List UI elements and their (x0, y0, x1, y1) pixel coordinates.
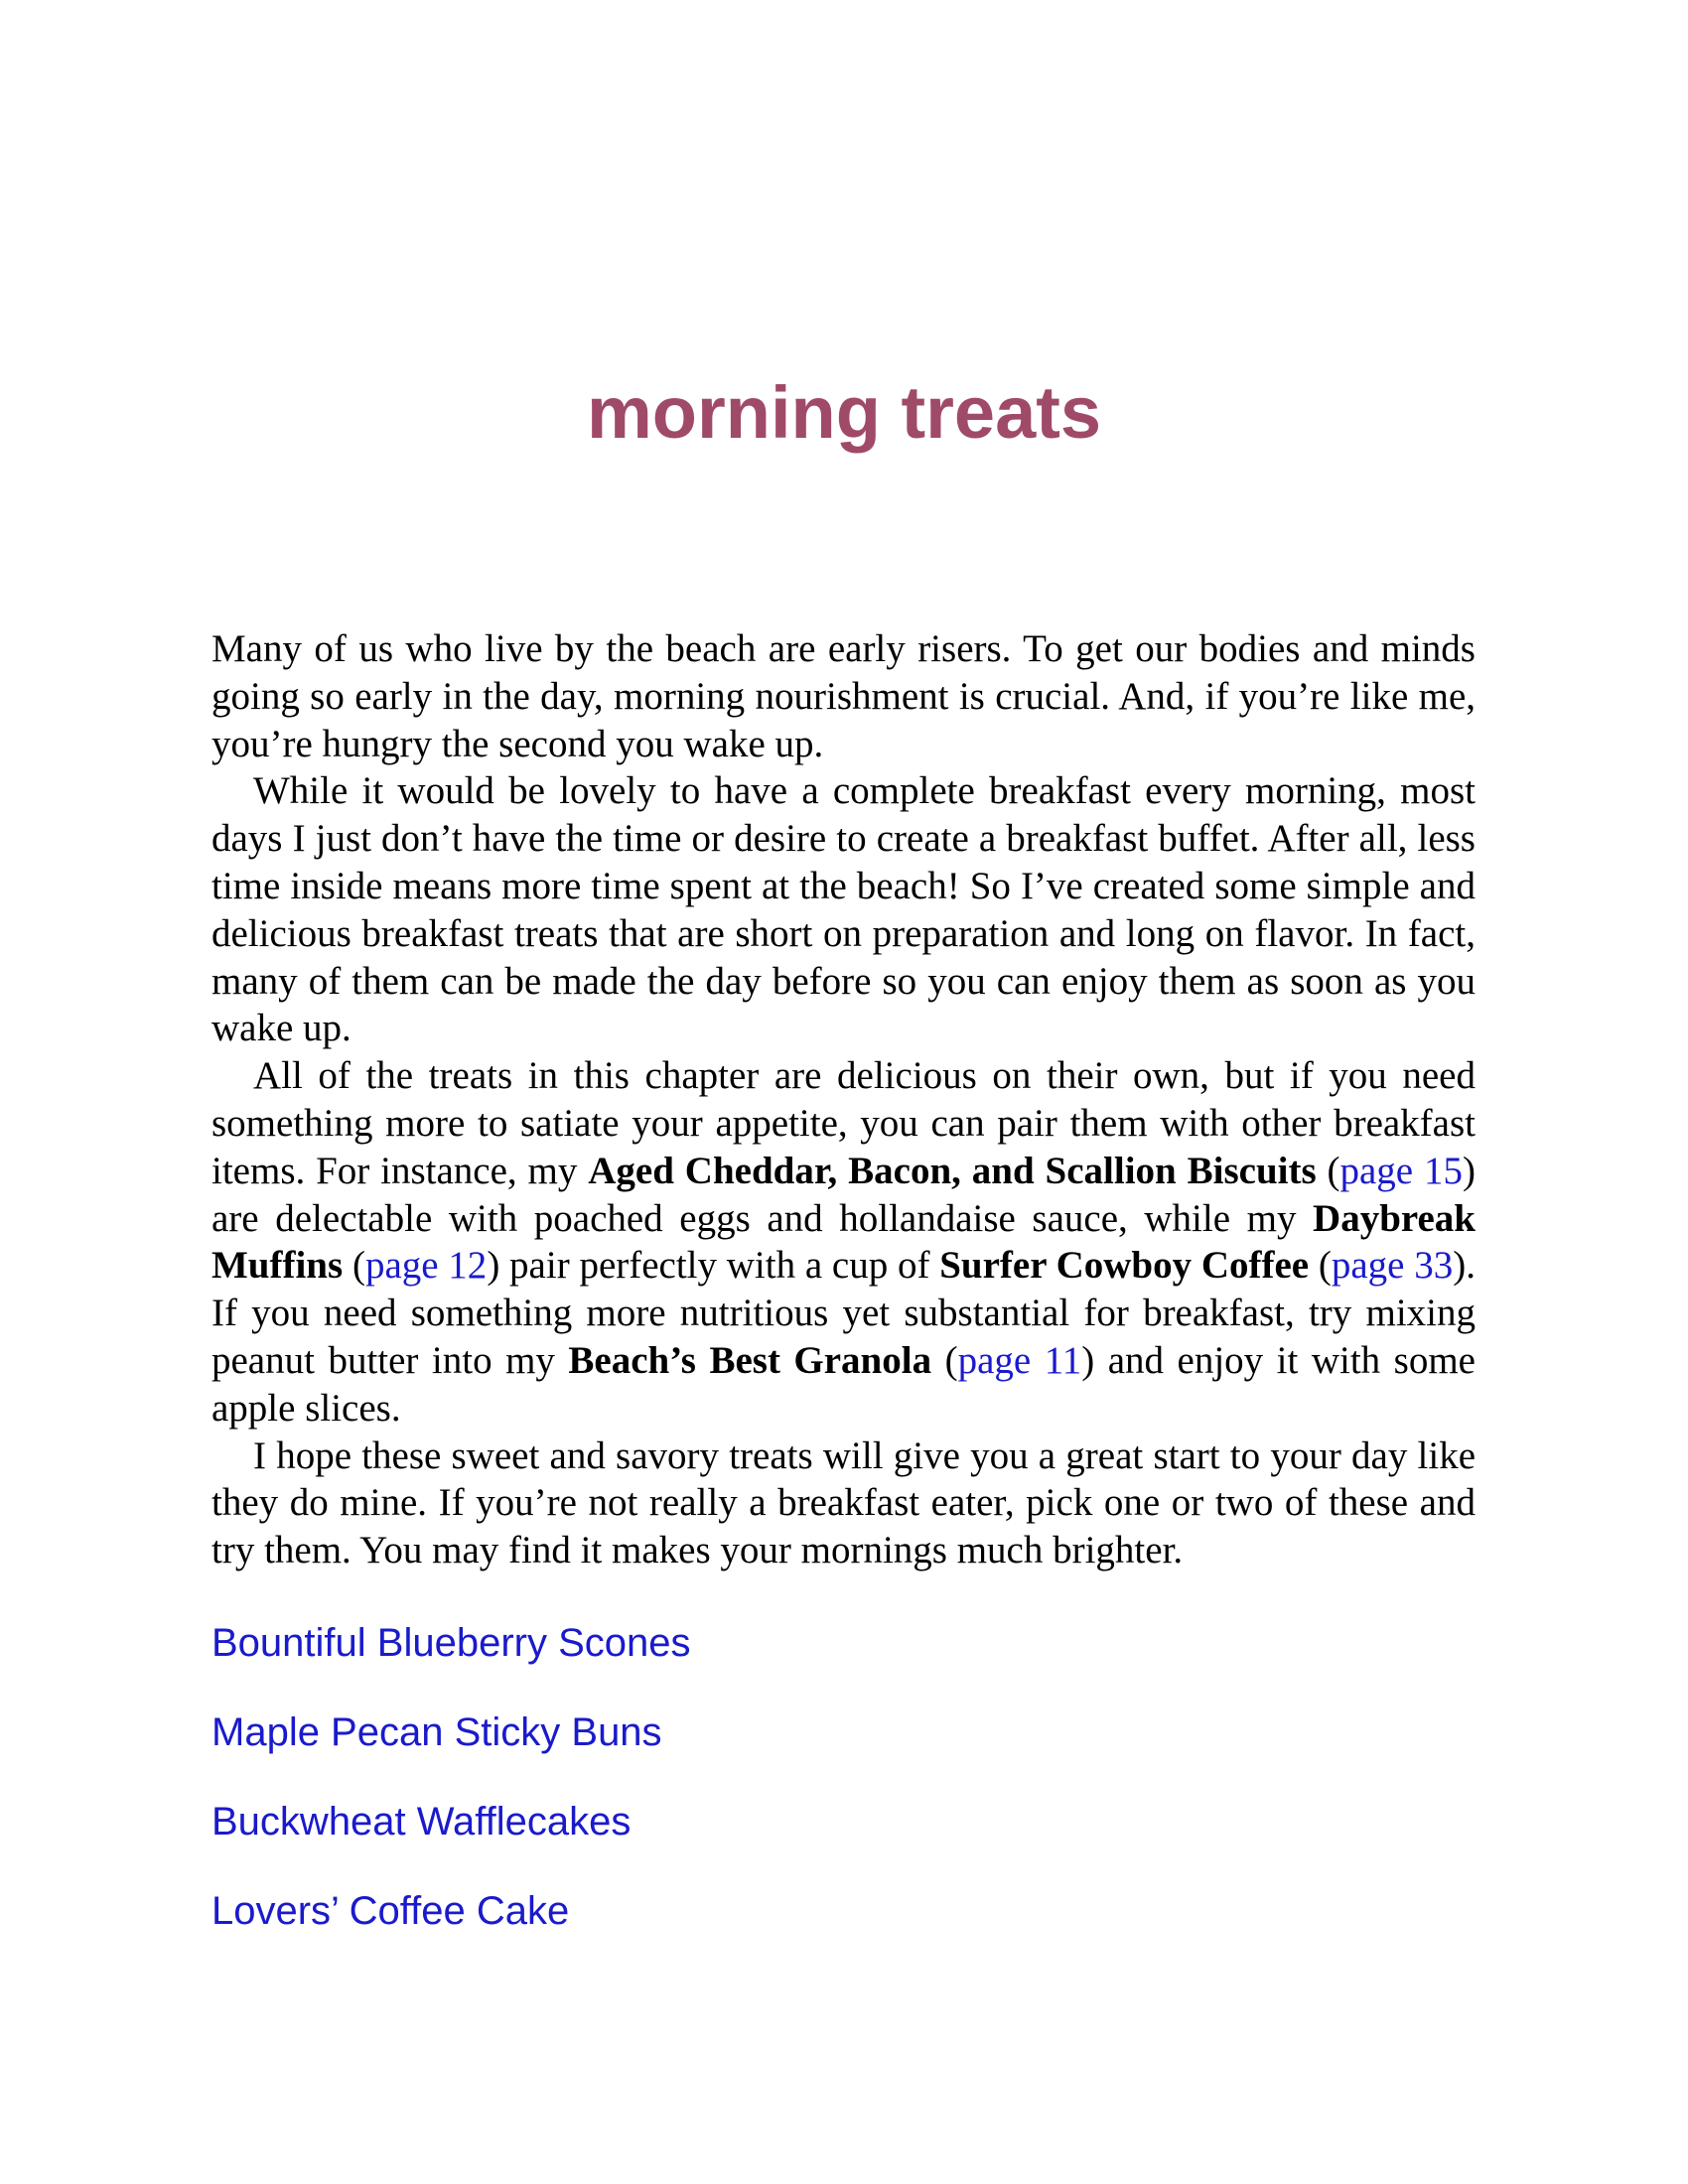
recipe-name-coffee: Surfer Cowboy Coffee (939, 1244, 1310, 1288)
list-item (211, 1881, 1204, 1941)
recipe-name-muffins: Daybreak Muffins (211, 1196, 1476, 1288)
text-run: ( (1316, 1149, 1340, 1192)
recipe-link-list (211, 1613, 1204, 1971)
intro-paragraph-3 (211, 1052, 1476, 1432)
recipe-link-wafflecakes[interactable]: Buckwheat Wafflecakes (211, 1800, 632, 1843)
text-run: ) are delectable with poached eggs and hollandaise sauce, while my (211, 1149, 1476, 1240)
page-link-biscuits[interactable]: page 15 (1339, 1149, 1463, 1192)
recipe-name-granola: Beach’s Best Granola (568, 1338, 932, 1382)
recipe-link-blueberry-scones[interactable]: Bountiful Blueberry Scones (211, 1621, 691, 1665)
list-item (211, 1792, 1204, 1851)
text-run: All of the treats in this chapter are delicious on their own, but if you need something more to satiate your appetite, you can pair them with other breakfast items. For instance, my (211, 1054, 1476, 1192)
recipe-link-coffee-cake[interactable]: Lovers’ Coffee Cake (211, 1889, 570, 1933)
intro-paragraph-1: Many of us who live by the beach are early risers. To get our bodies and minds going so early in the day, morning nourishment is crucial. And, if you’re like me, you’re hungry the second you wake up. (211, 627, 1476, 765)
page-link-granola[interactable]: page 11 (957, 1338, 1082, 1382)
text-run: ) pair perfectly with a cup of (487, 1244, 940, 1288)
text-run: ) and enjoy it with some apple slices. (211, 1338, 1476, 1430)
recipe-name-biscuits: Aged Cheddar, Bacon, and Scallion Biscuits (588, 1149, 1317, 1192)
page-link-muffins[interactable]: page 12 (364, 1244, 488, 1288)
text-run: ( (343, 1244, 365, 1288)
intro-paragraph-2: While it would be lovely to have a complete breakfast every morning, most days I just don’t have the time or desire to create a breakfast buffet. After all, less time inside means more time spent at the beach! So I’ve created some simple and delicious breakfast treats that are short on preparation and long on flavor. In fact, many of them can be made the day before so you can enjoy them as soon as you wake up. (211, 769, 1476, 1050)
list-item (211, 1613, 1204, 1673)
recipe-link-sticky-buns[interactable]: Maple Pecan Sticky Buns (211, 1710, 662, 1754)
text-run: ( (931, 1338, 958, 1382)
intro-paragraph-4: I hope these sweet and savory treats will give you a great start to your day like they do mine. If you’re not really a breakfast eater, pick one or two of these and try them. You may find it makes your mornings much brighter. (211, 1433, 1476, 1572)
list-item (211, 1703, 1204, 1762)
text-run: ( (1309, 1244, 1332, 1288)
chapter-intro (211, 625, 1476, 1574)
chapter-title: morning treats (586, 371, 1102, 454)
text-run: ). If you need something more nutritious yet substantial for breakfast, try mixing peanut butter into my (211, 1244, 1476, 1382)
page-link-coffee[interactable]: page 33 (1331, 1244, 1454, 1288)
